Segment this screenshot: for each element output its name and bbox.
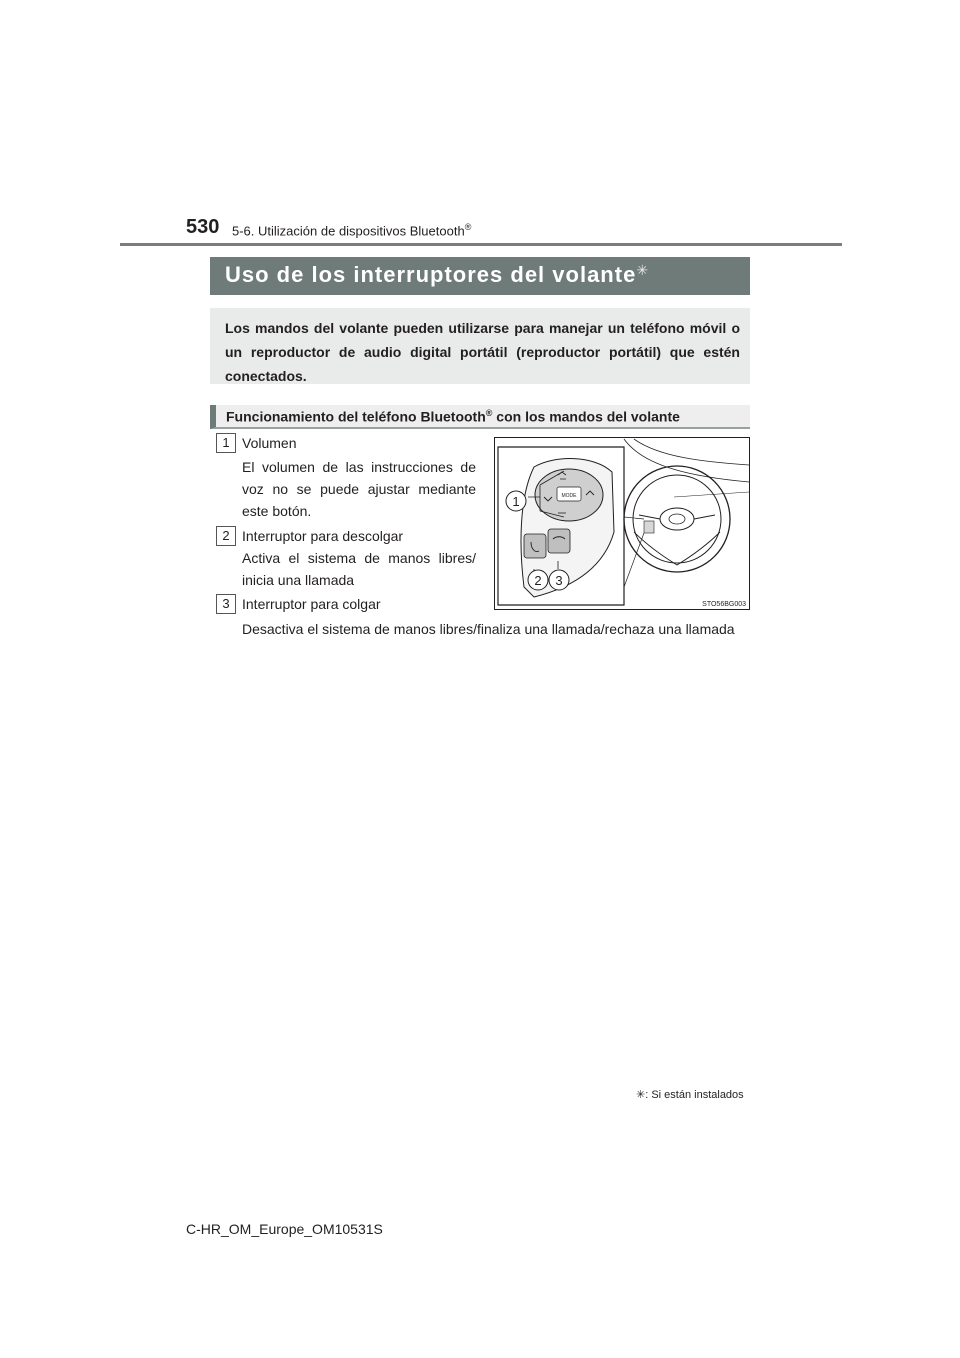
callout-2: 2 [534, 573, 542, 588]
item-number-1: 1 [216, 433, 236, 453]
subsection-heading [210, 405, 750, 429]
section-reference [232, 222, 471, 238]
illustration-code: STO56BG003 [702, 601, 746, 608]
footnote [636, 1088, 744, 1101]
item-number-3: 3 [216, 594, 236, 614]
page-title [210, 257, 750, 295]
item-2-description: Activa el sistema de manos libres/ inicia una llamada [242, 550, 476, 588]
page-number: 530 [186, 216, 220, 238]
item-1-label: Volumen [242, 435, 297, 451]
steering-wheel-illustration [494, 437, 750, 610]
item-2-label: Interruptor para descolgar [242, 528, 404, 544]
intro-box: Los mandos del volante pueden utilizarse para manejar un teléfono móvil o un reproductor de audio digital portátil (reproductor portátil) que estén conectados. [210, 308, 750, 384]
item-1-description: El volumen de las instrucciones de voz no se puede ajustar mediante este botón. [242, 459, 476, 519]
document-code: C-HR_OM_Europe_OM10531S [186, 1221, 383, 1237]
callout-1: 1 [512, 494, 520, 509]
subsection-heading-text-end: con los mandos del volante [492, 408, 680, 425]
subsection-heading-text: Funcionamiento del teléfono Bluetooth [226, 408, 486, 425]
section-title: 5-6. Utilización de dispositivos Bluetooth [232, 223, 465, 239]
footnote-text: : Si están instalados [645, 1089, 744, 1101]
registered-mark: ® [485, 408, 493, 418]
header-rule [120, 243, 842, 246]
asterisk-icon: ✳ [636, 1089, 646, 1101]
mode-button-label: MODE [561, 493, 577, 499]
item-number-2: 2 [216, 526, 236, 546]
asterisk-icon: ✳ [636, 262, 650, 278]
registered-mark: ® [464, 222, 472, 232]
item-3-description: Desactiva el sistema de manos libres/finaliza una llamada/rechaza una llamada [242, 621, 735, 637]
page-title-text: Uso de los interruptores del volante [225, 262, 637, 287]
callout-3: 3 [555, 573, 563, 588]
item-3-label: Interruptor para colgar [242, 596, 381, 612]
